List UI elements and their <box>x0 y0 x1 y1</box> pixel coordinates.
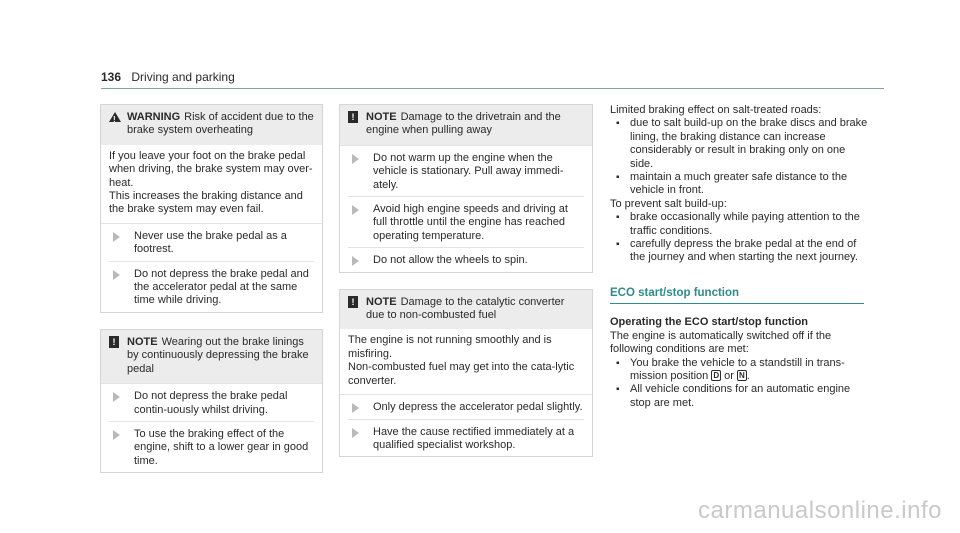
gear-n-key-icon: N <box>739 370 745 380</box>
note-title: Damage to the catalytic converter due to non-combusted fuel <box>366 295 565 322</box>
note-label: NOTE <box>127 335 158 348</box>
bullet-list <box>610 117 870 197</box>
list-item: ▪ maintain a much greater safe distance to the vehicle in front. <box>616 171 848 197</box>
note-title: Damage to the drivetrain and the engine when pulling away <box>366 111 561 137</box>
bullet-icon: ▪ <box>616 239 620 251</box>
page-number: 136 <box>101 70 122 84</box>
notice-icon: ! <box>348 296 358 308</box>
step-arrow-icon <box>352 154 359 164</box>
step-arrow-icon <box>113 430 120 440</box>
sub-intro: The engine is automatically switched off if the following conditions are met: <box>610 329 832 356</box>
note-header <box>101 330 322 383</box>
page-header <box>101 70 235 84</box>
note-box <box>100 329 323 473</box>
sub-title: Operating the ECO start/stop function <box>610 316 809 329</box>
bullet-icon: ▪ <box>616 384 620 396</box>
note-label: NOTE <box>366 295 397 308</box>
list-item: ▪ brake occasionally while paying attention to the traffic conditions. <box>616 211 860 237</box>
bullet-icon: ▪ <box>616 357 620 369</box>
step-arrow-icon <box>113 270 120 280</box>
instruction-step: Never use the brake pedal as a footrest. <box>109 224 314 261</box>
bullet-list <box>610 357 870 411</box>
step-arrow-icon <box>113 392 120 402</box>
notice-icon: ! <box>109 336 119 348</box>
step-arrow-icon <box>352 256 359 266</box>
instruction-step: Only depress the accelerator pedal slightly. <box>348 395 584 418</box>
header-divider <box>101 88 884 89</box>
instruction-step: Do not depress the brake pedal contin-uously whilst driving. <box>109 384 314 421</box>
page-section-title: Driving and parking <box>131 70 235 84</box>
column-left <box>100 104 323 489</box>
warning-header <box>101 105 322 145</box>
note-title: Wearing out the brake linings by continuously depressing the brake pedal <box>127 335 309 375</box>
instruction-step: Do not depress the brake pedal and the accelerator pedal at the same time while driving. <box>109 261 314 312</box>
step-arrow-icon <box>352 403 359 413</box>
warning-paragraph: This increases the braking distance and the brake system may even fail. <box>109 190 303 216</box>
bullet-icon: ▪ <box>616 118 620 130</box>
step-arrow-icon <box>352 428 359 438</box>
note-paragraph: The engine is not running smoothly and is misfiring. <box>348 334 552 360</box>
column-middle <box>339 104 593 473</box>
list-item: ▪ All vehicle conditions for an automatic engine stop are met. <box>616 383 851 409</box>
list-item: ▪ carefully depress the brake pedal at the end of the journey and when starting the next journey. <box>616 238 858 264</box>
list-item: ▪ due to salt build-up on the brake discs and brake lining, the braking distance can increase considerably or result in braking only on one side. <box>616 117 868 170</box>
warning-label: WARNING <box>127 111 181 123</box>
watermark: carmanualsonline.info <box>698 497 942 524</box>
section-title: ECO start/stop function <box>610 287 864 304</box>
notice-icon: ! <box>348 111 358 123</box>
note-paragraph: Non-combusted fuel may get into the cata-lytic converter. <box>348 361 575 387</box>
column-right <box>610 104 870 410</box>
note-box <box>339 104 593 273</box>
salt-intro: Limited braking effect on salt-treated roads: <box>610 104 822 116</box>
warning-triangle-icon <box>109 112 121 122</box>
gear-d-key-icon: D <box>713 370 720 380</box>
note-header <box>340 105 592 145</box>
instruction-step: Do not allow the wheels to spin. <box>348 247 584 271</box>
instruction-step: Have the cause rectified immediately at a qualified specialist workshop. <box>348 419 584 457</box>
bullet-list <box>610 211 870 265</box>
instruction-step: Do not warm up the engine when the vehicle is stationary. Pull away immedi-ately. <box>348 146 584 196</box>
note-label: NOTE <box>366 111 397 123</box>
bullet-icon: ▪ <box>616 172 620 184</box>
warning-box <box>100 104 323 313</box>
step-arrow-icon <box>352 205 359 215</box>
instruction-step: Avoid high engine speeds and driving at full throttle until the engine has reached operating temperature. <box>348 196 584 247</box>
warning-paragraph: If you leave your foot on the brake pedal when driving, the brake system may over-heat. <box>109 149 313 189</box>
warning-title: Risk of accident due to the brake system overheating <box>127 111 314 137</box>
step-arrow-icon <box>113 232 120 242</box>
note-header <box>340 290 592 330</box>
bullet-icon: ▪ <box>616 212 620 224</box>
list-item: ▪ You brake the vehicle to a standstill in trans-mission position D or N . <box>616 356 845 382</box>
instruction-step: To use the braking effect of the engine, shift to a lower gear in good time. <box>109 421 314 472</box>
note-box <box>339 289 593 458</box>
prevent-heading: To prevent salt build-up: <box>610 197 727 210</box>
